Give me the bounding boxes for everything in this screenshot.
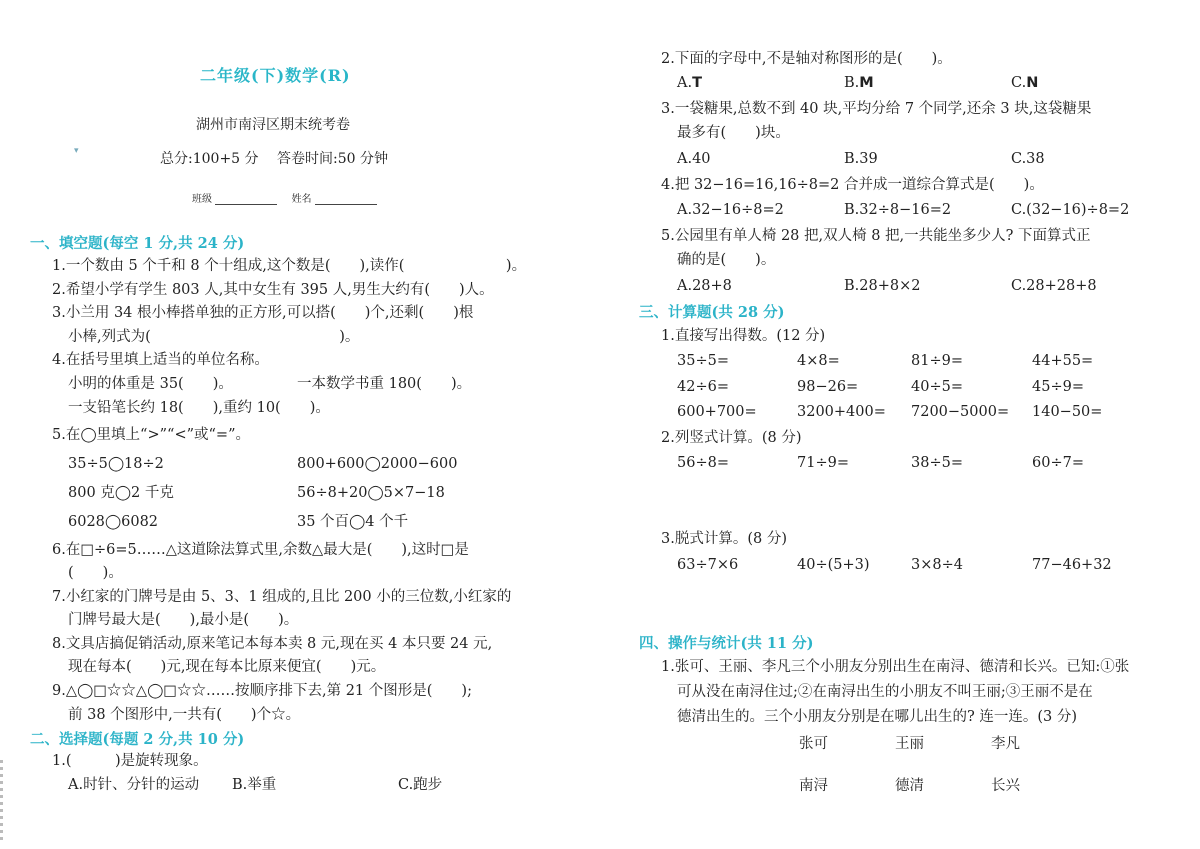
choice-5-line2: 确的是( )。 [677, 252, 776, 268]
person-name[interactable]: 张可 [799, 736, 828, 752]
operation-1-line2: 可从没在南浔住过;②在南浔出生的小朋友不叫王丽;③王丽不是在 [677, 684, 1093, 700]
choice-3-line1: 3.一袋糖果,总数不到 40 块,平均分给 7 个同学,还余 3 块,这袋糖果 [661, 101, 1092, 117]
person-name[interactable]: 李凡 [991, 736, 1020, 752]
calc-2-title: 2.列竖式计算。(8 分) [661, 430, 802, 446]
scan-edge-marks [0, 760, 3, 840]
calc-item: 35÷5= [677, 353, 729, 369]
question-6-line2: ( )。 [68, 565, 123, 581]
question-4a: 小明的体重是 35( )。 [68, 376, 233, 392]
calc-item: 7200−5000= [911, 404, 1010, 420]
calc-item: 38÷5= [911, 455, 963, 471]
class-name-fields [192, 190, 377, 205]
choice-3-line2: 最多有( )块。 [677, 125, 790, 141]
choice-5-option-b: B.28+8×2 [844, 278, 921, 294]
section-operation: 四、操作与统计(共 11 分) [639, 635, 814, 652]
calc-item: 71÷9= [797, 455, 849, 471]
class-label: 班级 [192, 194, 212, 205]
compare-f: 35 个百◯4 个千 [297, 514, 409, 530]
question-9-line1: 9.△◯□☆☆△◯□☆☆……按顺序排下去,第 21 个图形是( ); [52, 683, 472, 699]
place-name[interactable]: 南浔 [799, 778, 828, 794]
calc-item: 40÷(5+3) [797, 557, 870, 573]
calc-1-title: 1.直接写出得数。(12 分) [661, 328, 826, 344]
class-blank[interactable] [215, 204, 277, 205]
section-choice: 二、选择题(每题 2 分,共 10 分) [30, 731, 245, 748]
calc-item: 600+700= [677, 404, 757, 420]
question-9-line2: 前 38 个图形中,一共有( )个☆。 [68, 707, 301, 723]
operation-1-line1: 1.张可、王丽、李凡三个小朋友分别出生在南浔、德清和长兴。已知:①张 [661, 659, 1130, 675]
place-name[interactable]: 德清 [895, 778, 924, 794]
exam-name: 湖州市南浔区期末统考卷 [196, 117, 350, 133]
question-3-line1: 3.小兰用 34 根小棒搭单独的正方形,可以搭( )个,还剩( )根 [52, 305, 474, 321]
calc-item: 3200+400= [797, 404, 886, 420]
compare-c: 800 克◯2 千克 [68, 485, 174, 501]
calc-item: 81÷9= [911, 353, 963, 369]
place-name[interactable]: 长兴 [991, 778, 1020, 794]
choice-4-option-a: A.32−16÷8=2 [677, 202, 784, 218]
name-blank[interactable] [315, 204, 377, 205]
question-1: 1.一个数由 5 个千和 8 个十组成,这个数是( ),读作( )。 [52, 258, 527, 274]
choice-1-option-c: C.跑步 [398, 777, 443, 793]
question-4: 4.在括号里填上适当的单位名称。 [52, 352, 269, 368]
choice-4-option-b: B.32÷8−16=2 [844, 202, 952, 218]
exam-meta: 总分:100+5 分 答卷时间:50 分钟 [160, 151, 388, 167]
question-8-line2: 现在每本( )元,现在每本比原来便宜( )元。 [68, 659, 386, 675]
question-6-line1: 6.在□÷6=5……△这道除法算式里,余数△最大是( ),这时□是 [52, 542, 469, 558]
compare-b: 800+600◯2000−600 [297, 456, 458, 472]
calc-item: 77−46+32 [1032, 557, 1112, 573]
section-fill-blank: 一、填空题(每空 1 分,共 24 分) [30, 235, 245, 252]
choice-1-option-b: B.举重 [232, 777, 277, 793]
person-name[interactable]: 王丽 [895, 736, 924, 752]
choice-2-option-c: C.N [1011, 75, 1039, 91]
choice-3-option-b: B.39 [844, 151, 878, 167]
compare-d: 56÷8+20◯5×7−18 [297, 485, 445, 501]
question-7-line1: 7.小红家的门牌号是由 5、3、1 组成的,且比 200 小的三位数,小红家的 [52, 589, 512, 605]
question-8-line1: 8.文具店搞促销活动,原来笔记本每本卖 8 元,现在买 4 本只要 24 元, [52, 636, 493, 652]
calc-item: 4×8= [797, 353, 840, 369]
calc-item: 63÷7×6 [677, 557, 739, 573]
question-4c: 一支铅笔长约 18( ),重约 10( )。 [68, 400, 330, 416]
calc-item: 140−50= [1032, 404, 1103, 420]
calc-item: 3×8÷4 [911, 557, 963, 573]
paper-title: 二年级(下)数学(R) [200, 66, 351, 85]
calc-item: 98−26= [797, 379, 859, 395]
operation-1-line3: 德清出生的。三个小朋友分别是在哪儿出生的? 连一连。(3 分) [677, 709, 1078, 725]
calc-item: 45÷9= [1032, 379, 1084, 395]
calc-item: 40÷5= [911, 379, 963, 395]
question-7-line2: 门牌号最大是( ),最小是( )。 [68, 612, 299, 628]
choice-2-option-a: A.T [677, 75, 702, 91]
question-2: 2.希望小学有学生 803 人,其中女生有 395 人,男生大约有( )人。 [52, 282, 494, 298]
calc-3-title: 3.脱式计算。(8 分) [661, 531, 787, 547]
name-label: 姓名 [291, 194, 312, 205]
question-5: 5.在◯里填上“>”“<”或“=”。 [52, 427, 250, 443]
calc-item: 42÷6= [677, 379, 729, 395]
choice-3-option-a: A.40 [677, 151, 711, 167]
compare-e: 6028◯6082 [68, 514, 159, 530]
choice-5-option-c: C.28+28+8 [1011, 278, 1097, 294]
choice-4: 4.把 32−16=16,16÷8=2 合并成一道综合算式是( )。 [661, 177, 1044, 193]
choice-5-option-a: A.28+8 [677, 278, 732, 294]
calc-item: 60÷7= [1032, 455, 1084, 471]
calc-item: 44+55= [1032, 353, 1094, 369]
choice-3-option-c: C.38 [1011, 151, 1045, 167]
choice-2: 2.下面的字母中,不是轴对称图形的是( )。 [661, 51, 952, 67]
choice-1-option-a: A.时针、分针的运动 [68, 777, 200, 793]
calc-item: 56÷8= [677, 455, 729, 471]
choice-4-option-c: C.(32−16)÷8=2 [1011, 202, 1130, 218]
section-calculation: 三、计算题(共 28 分) [639, 304, 785, 321]
question-3-line2: 小棒,列式为( )。 [68, 329, 360, 345]
compare-a: 35÷5◯18÷2 [68, 456, 164, 472]
small-arrow-mark: ▾ [74, 146, 79, 156]
choice-2-option-b: B.M [844, 75, 874, 91]
choice-5-line1: 5.公园里有单人椅 28 把,双人椅 8 把,一共能坐多少人? 下面算式正 [661, 228, 1091, 244]
question-4b: 一本数学书重 180( )。 [297, 376, 472, 392]
choice-1: 1.( )是旋转现象。 [52, 753, 208, 769]
